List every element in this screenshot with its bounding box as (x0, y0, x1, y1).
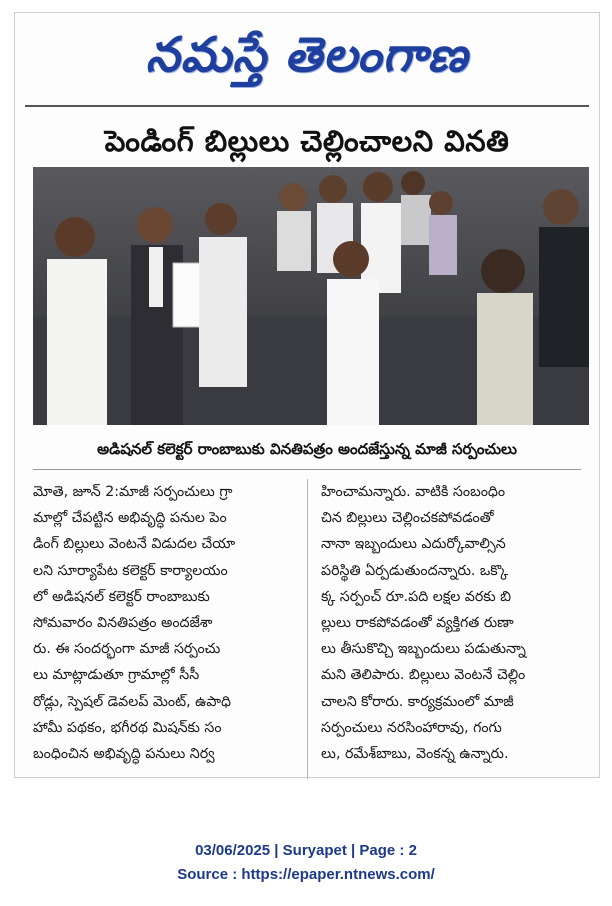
body-line: హించామన్నారు. వాటికి సంబంధిం (321, 484, 506, 500)
newspaper-clipping (14, 12, 600, 778)
column-divider (307, 479, 308, 779)
body-line: చాలని కోరారు. కార్యక్రమంలో మాజీ (321, 693, 514, 710)
article-body-left-column (33, 479, 297, 767)
body-line: పరిస్థితి ఏర్పడుతుందన్నారు. ఒక్కొ (321, 562, 509, 579)
body-line: మని తెలిపారు. బిల్లులు వెంటనే చెల్లిం (321, 667, 526, 684)
article-body-right-column (321, 479, 587, 767)
body-line: రు. ఈ సందర్భంగా మాజీ సర్పంచు (33, 641, 221, 658)
body-line: ల్లులు రాకపోవడంతో వ్యక్తిగత రుణా (321, 615, 514, 632)
body-line: లని సూర్యాపేట కలెక్టర్ కార్యాలయం (33, 562, 228, 579)
caption-divider (33, 469, 581, 470)
body-line: నానా ఇబ్బందులు ఎదుర్కోవాల్సిన (321, 536, 506, 553)
body-line: సర్పంచులు నరసింహారావు, గంగు (321, 719, 502, 736)
body-line: క్క సర్పంచ్ రూ.పది లక్షల వరకు బి (321, 588, 512, 605)
article-headline: పెండింగ్ బిల్లులు చెల్లించాలని వినతి (104, 124, 510, 158)
body-line: లో అడిషనల్ కలెక్టర్ రాంబాబుకు (33, 588, 210, 605)
body-line: మాల్లో చేపట్టిన అభివృద్ధి పనుల పెం (33, 510, 227, 527)
body-line: హామీ పథకం, భగీరథ మిషన్‌కు సం (33, 719, 222, 736)
body-line: మోతె, జూన్ 2:మాజీ సర్పంచులు గ్రా (33, 484, 233, 500)
body-line: రోడ్లు, స్పెషల్ డెవలప్ మెంట్, ఉపాధి (33, 693, 232, 710)
body-line: లు తీసుకొచ్చి ఇబ్బందులు పడుతున్నా (321, 641, 526, 658)
photo-caption: అడిషనల్ కలెక్టర్ రాంబాబుకు వినతిపత్రం అందజేస్తున్న మాజీ సర్పంచులు (97, 440, 517, 458)
masthead-logo: నమస్తే తెలంగాణ (145, 27, 469, 83)
body-line: సోమవారం వినతిపత్రం అందజేశా (33, 615, 213, 632)
body-line: చిన బిల్లులు చెల్లించకపోవడంతో (321, 510, 494, 527)
body-line: లు మాట్లాడుతూ గ్రామాల్లో సీసీ (33, 667, 200, 684)
masthead-divider (25, 105, 589, 107)
news-photo-illustration (33, 167, 589, 425)
body-line: బంధించిన అభివృద్ధి పనులు నిర్వ (33, 746, 215, 763)
source-link[interactable]: Source : https://epaper.ntnews.com/ (177, 866, 435, 883)
edition-info: 03/06/2025 | Suryapet | Page : 2 (195, 842, 417, 859)
body-line: లు, రమేశ్‌బాబు, వెంకన్న ఉన్నారు. (321, 746, 509, 763)
body-line: డింగ్ బిల్లులు వెంటనే విడుదల చేయా (33, 536, 236, 553)
article-photo (33, 167, 589, 425)
